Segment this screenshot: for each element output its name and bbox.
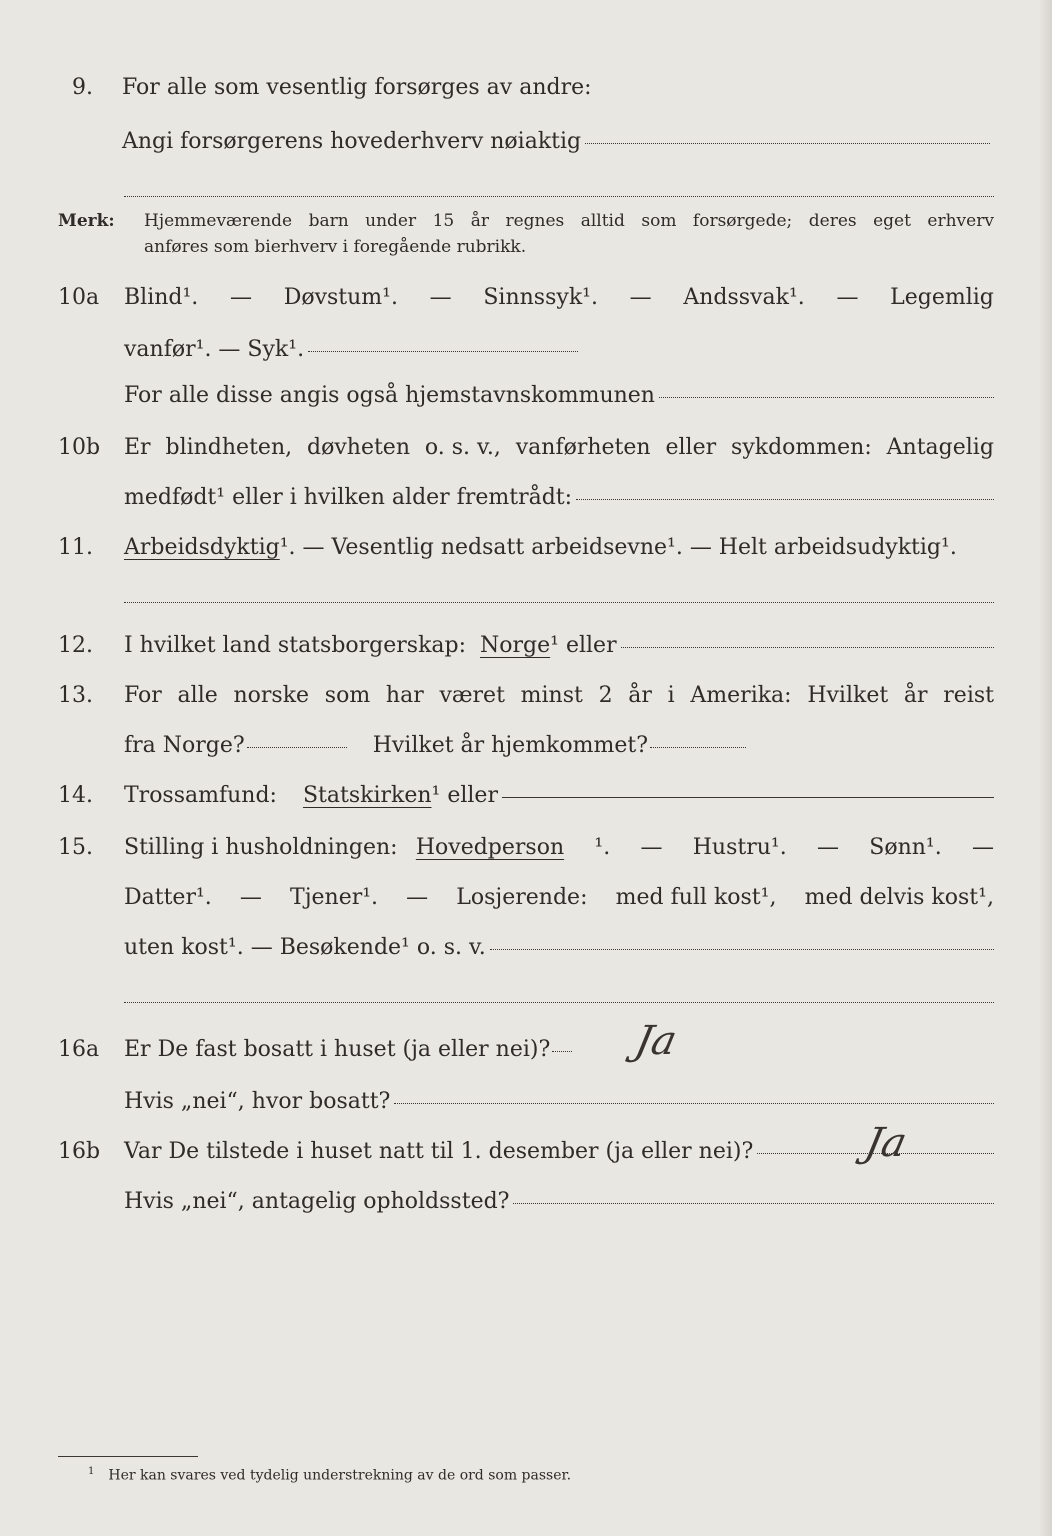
- handwritten-answer[interactable]: Ja: [861, 1120, 911, 1166]
- question-15-line-3: [0, 928, 1052, 968]
- answer-field[interactable]: [621, 647, 994, 648]
- question-word: har: [385, 683, 424, 708]
- question-9-line-2: [0, 122, 1052, 162]
- question-text: Angi forsørgerens hovederhverv nøiaktig: [122, 129, 582, 154]
- question-word: Andssvak¹.: [683, 285, 805, 310]
- question-word: Amerika:: [690, 683, 792, 708]
- answer-field[interactable]: [502, 797, 994, 798]
- question-word: —: [640, 835, 663, 860]
- footnote-rule: [58, 1456, 198, 1457]
- question-word: barn: [308, 211, 349, 231]
- question-number: 14.: [58, 783, 93, 808]
- question-text: Trossamfund:: [124, 783, 277, 808]
- answer-field[interactable]: [308, 351, 578, 352]
- question-word: 15: [432, 211, 455, 231]
- question-word: —: [429, 285, 452, 310]
- question-text: Var De tilstede i huset natt til 1. desember (ja eller nei)?: [124, 1139, 754, 1164]
- page-edge: [1040, 0, 1052, 1536]
- question-word: i: [667, 683, 675, 708]
- question-word: norske: [233, 683, 310, 708]
- question-word: Hjemmeværende: [144, 211, 293, 231]
- question-word: som: [324, 683, 371, 708]
- question-10a-line-2: [0, 330, 1052, 370]
- underlined-answer: Norge: [480, 633, 551, 658]
- question-text: vanfør¹. — Syk¹.: [124, 337, 305, 362]
- question-word: deres: [808, 211, 857, 231]
- question-word: 2: [598, 683, 613, 708]
- answer-field[interactable]: [124, 1002, 994, 1003]
- footnote-mark: 1: [88, 1466, 95, 1477]
- question-word: alltid: [580, 211, 625, 231]
- question-word: minst: [520, 683, 583, 708]
- question-word: som: [641, 211, 677, 231]
- question-text: I hvilket land statsborgerskap:: [124, 633, 467, 658]
- note-label: Merk:: [58, 211, 115, 231]
- question-word: —: [629, 285, 652, 310]
- answer-field[interactable]: [394, 1103, 994, 1104]
- question-word: forsørgede;: [692, 211, 793, 231]
- question-word: år: [470, 211, 489, 231]
- question-number: 12.: [58, 633, 93, 658]
- question-number: 9.: [72, 75, 93, 100]
- question-text: Stilling i husholdningen:: [124, 835, 398, 860]
- question-11-line-1: [0, 528, 1052, 568]
- question-word: —: [836, 285, 859, 310]
- underlined-answer: Arbeidsdyktig: [124, 535, 280, 560]
- question-text: Hvis „nei“, hvor bosatt?: [124, 1089, 391, 1114]
- question-12-line-1: [0, 626, 1052, 666]
- question-text: ¹ eller: [431, 783, 498, 808]
- answer-field[interactable]: [650, 747, 746, 748]
- question-text: For alle disse angis også hjemstavnskommunen: [124, 383, 655, 408]
- question-16b-line-2: [0, 1182, 1052, 1222]
- question-number: 11.: [58, 535, 93, 560]
- question-word: døvheten: [307, 435, 410, 460]
- question-word: Legemlig: [890, 285, 994, 310]
- answer-field[interactable]: [552, 1051, 572, 1052]
- question-word: Hustru¹.: [692, 835, 787, 860]
- answer-field[interactable]: [124, 196, 994, 197]
- question-10a-line-3: [0, 376, 1052, 416]
- answer-field[interactable]: [585, 143, 990, 144]
- question-10b-line-1: [0, 428, 1052, 468]
- answer-field[interactable]: [576, 499, 994, 500]
- question-word: med delvis kost¹,: [804, 885, 994, 910]
- question-number: 15.: [58, 835, 93, 860]
- question-word: erhverv: [927, 211, 994, 231]
- question-word: Sønn¹.: [869, 835, 942, 860]
- question-number: 16a: [58, 1037, 100, 1062]
- footnote: [88, 1460, 571, 1488]
- question-word: blindheten,: [165, 435, 293, 460]
- question-text: ¹. — Vesentlig nedsatt arbeidsevne¹. — Helt arbeidsudyktig¹.: [279, 535, 957, 560]
- question-word: vanførheten: [515, 435, 651, 460]
- question-13-line-2: [0, 726, 1052, 766]
- question-number: 13.: [58, 683, 93, 708]
- question-word: Tjener¹.: [290, 885, 379, 910]
- question-number: 16b: [58, 1139, 101, 1164]
- footnote-text: Her kan svares ved tydelig understrekning av de ord som passer.: [108, 1467, 572, 1484]
- question-word: —: [816, 835, 839, 860]
- question-10b-line-2: [0, 478, 1052, 518]
- question-word: —: [406, 885, 429, 910]
- question-word: reist: [943, 683, 994, 708]
- question-word: —: [230, 285, 252, 310]
- handwritten-answer[interactable]: Ja: [631, 1018, 681, 1064]
- question-word: været: [439, 683, 505, 708]
- question-word: —: [971, 835, 994, 860]
- underlined-answer: Hovedperson: [415, 835, 565, 860]
- answer-field[interactable]: [247, 747, 347, 748]
- question-number: 10b: [58, 435, 101, 460]
- question-word: ¹.: [594, 835, 611, 860]
- question-15-line-1: [0, 828, 1052, 868]
- question-word: regnes: [505, 211, 565, 231]
- underlined-answer: Statskirken: [302, 783, 432, 808]
- question-text: fra Norge?: [124, 733, 245, 758]
- question-word: —: [239, 885, 262, 910]
- question-word: Datter¹.: [124, 885, 212, 910]
- question-word: Sinnssyk¹.: [483, 285, 598, 310]
- question-word: år: [628, 683, 652, 708]
- note-text: [144, 208, 994, 260]
- question-number: 10a: [58, 285, 100, 310]
- question-text: For alle som vesentlig forsørges av andre:: [122, 75, 592, 100]
- question-word: Hvilket: [807, 683, 889, 708]
- question-9-line-1: [0, 68, 1052, 108]
- note-line-2: anføres som bierhverv i foregående rubrikk.: [144, 237, 527, 257]
- question-10a-line-1: [0, 278, 1052, 318]
- question-word: Er: [124, 435, 151, 460]
- question-word: For: [124, 683, 162, 708]
- question-word: eget: [873, 211, 911, 231]
- question-text: uten kost¹. — Besøkende¹ o. s. v.: [124, 935, 486, 960]
- question-text: Er De fast bosatt i huset (ja eller nei)?: [124, 1037, 551, 1062]
- answer-field[interactable]: [490, 949, 994, 950]
- question-text: medfødt¹ eller i hvilken alder fremtrådt:: [124, 485, 573, 510]
- answer-field[interactable]: [124, 602, 994, 603]
- question-text: ¹ eller: [550, 633, 617, 658]
- question-word: eller: [665, 435, 717, 460]
- question-text: Hvis „nei“, antagelig opholdssted?: [124, 1189, 510, 1214]
- question-13-line-1: [0, 676, 1052, 716]
- answer-field[interactable]: [659, 397, 994, 398]
- question-16a-line-2: [0, 1082, 1052, 1122]
- question-word: o. s. v.,: [424, 435, 501, 460]
- question-word: Blind¹.: [124, 285, 199, 310]
- answer-field[interactable]: [513, 1203, 994, 1204]
- question-word: med full kost¹,: [615, 885, 777, 910]
- question-word: sykdommen:: [731, 435, 872, 460]
- question-word: Døvstum¹.: [283, 285, 398, 310]
- question-16a-line-1: [0, 1030, 1052, 1070]
- question-word: alle: [177, 683, 218, 708]
- question-word: under: [365, 211, 417, 231]
- question-word: år: [903, 683, 928, 708]
- question-text: Hvilket år hjemkommet?: [372, 733, 649, 758]
- question-word: Antagelig: [886, 435, 994, 460]
- question-15-line-2: [0, 878, 1052, 918]
- question-14-line-1: [0, 776, 1052, 816]
- question-word: Losjerende:: [456, 885, 588, 910]
